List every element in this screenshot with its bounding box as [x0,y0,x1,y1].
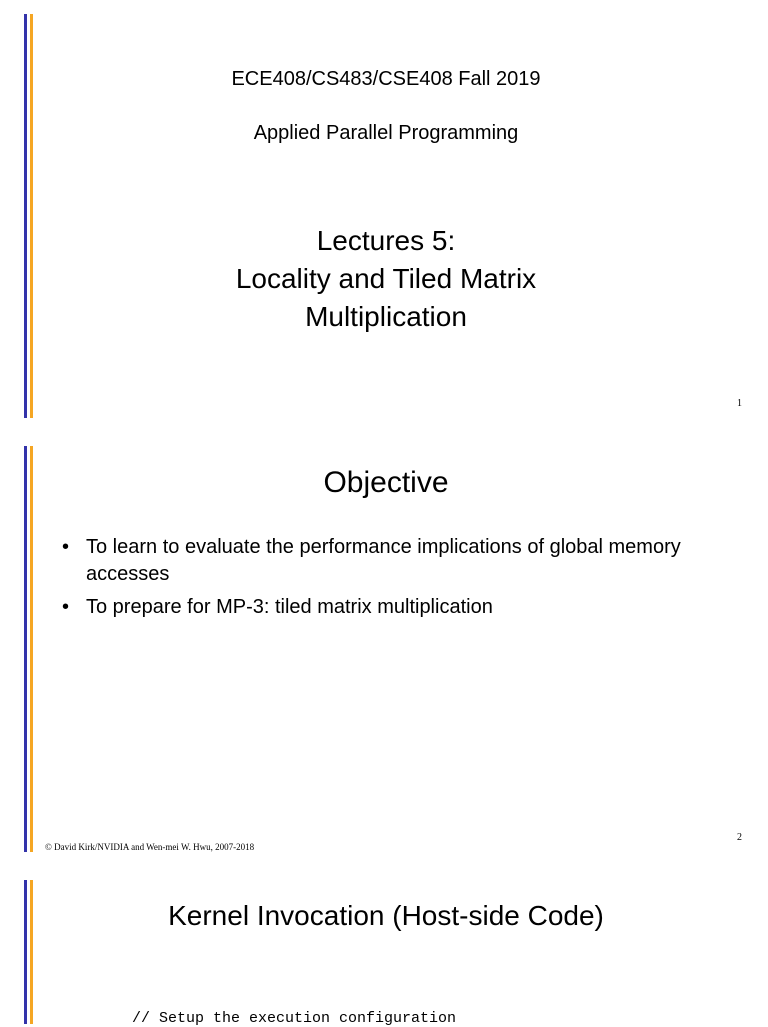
slide-title: Objective [323,466,449,499]
bullet-text: To learn to evaluate the performance implications of global memory accesses [86,536,681,585]
slide-title: Kernel Invocation (Host-side Code) [168,900,604,931]
bullet-item [62,534,742,588]
lecture-title-line: Multiplication [305,301,467,332]
bullet-item [62,594,742,621]
page-number: 1 [737,398,742,409]
slide-1 [0,14,768,418]
lecture-title [0,222,768,336]
slide-accent-bar-blue [24,446,27,852]
course-title: ECE408/CS483/CSE408 Fall 2019 [231,68,541,90]
course-subtitle: Applied Parallel Programming [253,122,519,144]
lecture-title-line: Lectures 5: [316,225,456,256]
bullet-list [62,534,742,627]
code-line: // Setup the execution configuration [132,1010,457,1027]
bullet-text: To prepare for MP-3: tiled matrix multiplication [86,596,493,618]
bullet-icon: • [62,596,70,618]
page-number: 2 [737,832,742,843]
slide-3 [0,880,768,1027]
copyright-notice: © David Kirk/NVIDIA and Wen-mei W. Hwu, 2007-2018 [45,842,255,852]
lecture-title-line: Locality and Tiled Matrix [235,263,537,294]
slide-2 [0,446,768,852]
slide-accent-bar-orange [30,446,33,852]
bullet-icon: • [62,536,70,558]
